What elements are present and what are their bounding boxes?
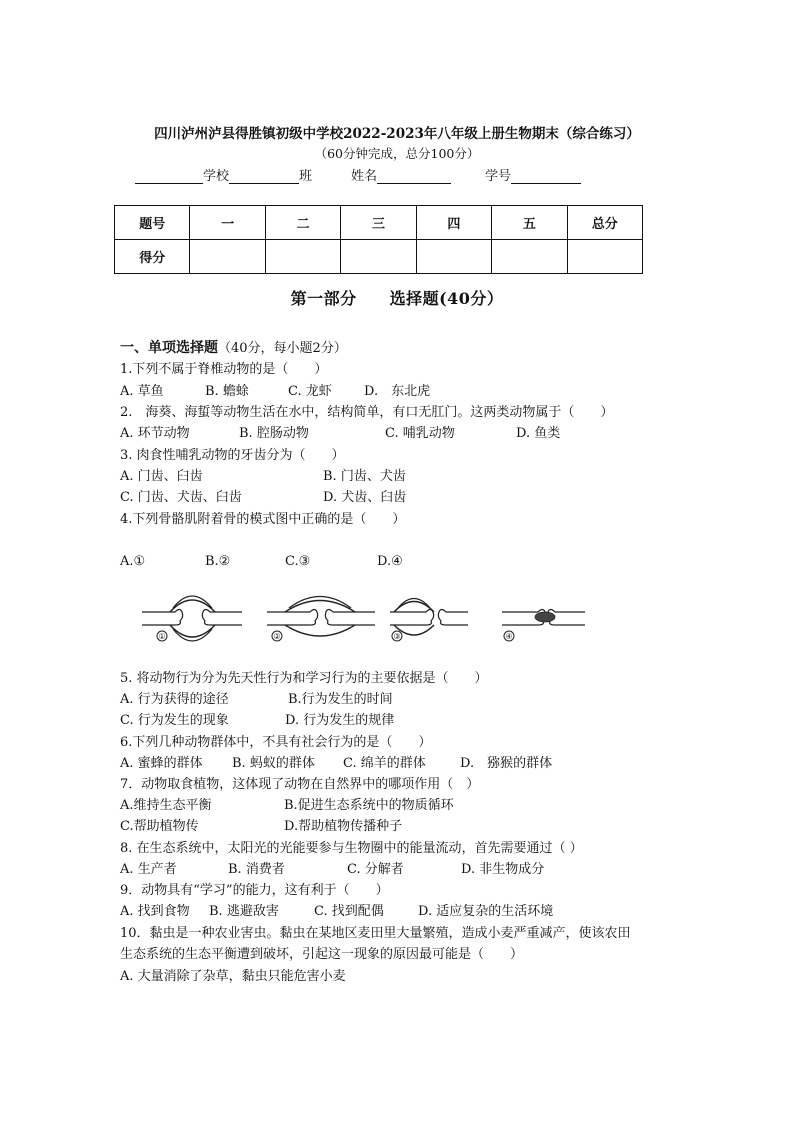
school-field[interactable] xyxy=(135,165,312,184)
score-row-label: 得分 xyxy=(115,240,190,274)
table-header-cell: 五 xyxy=(492,206,567,240)
question-5-stem: 5. 将动物行为分为先天性行为和学习行为的主要依据是（ ） xyxy=(120,671,488,686)
q7-option-d[interactable]: D.帮助植物传播种子 xyxy=(284,819,403,834)
score-cell[interactable] xyxy=(492,240,567,274)
table-header-cell: 四 xyxy=(416,206,491,240)
q3-option-c[interactable]: C. 门齿、犬齿、臼齿 xyxy=(120,490,242,505)
figure-label-3: ③ xyxy=(393,632,401,641)
q2-option-d[interactable]: D. 鱼类 xyxy=(516,426,561,441)
q8-option-c[interactable]: C. 分解者 xyxy=(347,862,404,877)
q4-option-b[interactable]: B.② xyxy=(205,554,231,569)
table-header-cell: 三 xyxy=(341,206,416,240)
exam-subtitle: （60分钟完成，总分100分） xyxy=(314,146,480,161)
table-header-cell: 一 xyxy=(190,206,265,240)
q8-option-d[interactable]: D. 非生物成分 xyxy=(461,862,545,877)
section-note: （40分，每小题2分） xyxy=(218,341,347,356)
question-8-stem: 8. 在生态系统中，太阳光的光能要参与生物圈中的能量流动，首先需要通过（ ） xyxy=(120,841,583,856)
figure-1 xyxy=(142,596,242,641)
figure-label-2: ② xyxy=(273,632,281,641)
part-title: 第一部分 选择题(40分） xyxy=(290,289,504,308)
page-title: 四川泸州泸县得胜镇初级中学校2022-2023年八年级上册生物期末（综合练习） xyxy=(154,126,640,142)
score-cell[interactable] xyxy=(416,240,491,274)
table-header-cell: 二 xyxy=(265,206,340,240)
q9-option-c[interactable]: C. 找到配偶 xyxy=(314,904,384,919)
student-id-blank[interactable] xyxy=(511,169,581,184)
q5-option-c[interactable]: C. 行为发生的现象 xyxy=(120,713,229,728)
q2-option-a[interactable]: A. 环节动物 xyxy=(120,426,190,441)
q2-option-b[interactable]: B. 腔肠动物 xyxy=(239,426,309,441)
score-value-row xyxy=(115,240,643,274)
q7-option-c[interactable]: C.帮助植物传 xyxy=(120,819,199,834)
q5-option-d[interactable]: D. 行为发生的规律 xyxy=(285,713,395,728)
q3-option-d[interactable]: D. 犬齿、臼齿 xyxy=(323,490,407,505)
school-blank[interactable] xyxy=(135,169,203,184)
question-7-stem: 7．动物取食植物，这体现了动物在自然界中的哪项作用（ ） xyxy=(120,777,480,792)
q4-option-c[interactable]: C.③ xyxy=(285,554,311,569)
q8-option-a[interactable]: A. 生产者 xyxy=(120,862,177,877)
q2-option-c[interactable]: C. 哺乳动物 xyxy=(385,426,455,441)
question-10-stem-line-2: 生态系统的生态平衡遭到破坏，引起这一现象的原因最可能是（ ） xyxy=(120,947,524,962)
student-id-label: 学号 xyxy=(485,169,512,184)
table-header-cell: 题号 xyxy=(115,206,190,240)
student-id-field[interactable] xyxy=(485,165,581,184)
table-header-cell: 总分 xyxy=(567,206,642,240)
q6-option-d[interactable]: D. 猕猴的群体 xyxy=(460,756,553,771)
score-cell[interactable] xyxy=(265,240,340,274)
name-field[interactable] xyxy=(351,165,451,184)
figure-label-4: ④ xyxy=(505,632,513,641)
q5-option-a[interactable]: A. 行为获得的途径 xyxy=(120,692,229,707)
question-9-stem: 9．动物具有“学习”的能力，这有利于（ ） xyxy=(120,883,389,898)
q9-option-b[interactable]: B. 逃避敌害 xyxy=(209,904,279,919)
question-10-stem-line-1: 10．黏虫是一种农业害虫。黏虫在某地区麦田里大量繁殖，造成小麦严重减产，使该农田 xyxy=(120,926,631,941)
q6-option-a[interactable]: A. 蜜蜂的群体 xyxy=(120,756,203,771)
name-label: 姓名 xyxy=(351,169,378,184)
q4-option-d[interactable]: D.④ xyxy=(377,554,403,569)
question-4-stem: 4.下列骨骼肌附着骨的模式图中正确的是（ ） xyxy=(120,512,406,527)
q5-option-b[interactable]: B.行为发生的时间 xyxy=(288,692,393,707)
class-label: 班 xyxy=(299,169,313,184)
question-6-stem: 6.下列几种动物群体中，不具有社会行为的是（ ） xyxy=(120,735,432,750)
q7-option-b[interactable]: B.促进生态系统中的物质循环 xyxy=(284,798,454,813)
q1-option-c[interactable]: C. 龙虾 xyxy=(288,384,332,399)
q9-option-d[interactable]: D. 适应复杂的生活环境 xyxy=(418,904,554,919)
score-header-row xyxy=(115,206,643,240)
q6-option-c[interactable]: C. 绵羊的群体 xyxy=(343,756,426,771)
school-label: 学校 xyxy=(203,169,230,184)
section-heading xyxy=(120,339,347,358)
name-blank[interactable] xyxy=(377,169,451,184)
section-title: 一、单项选择题 xyxy=(120,340,218,356)
q7-option-a[interactable]: A.维持生态平衡 xyxy=(120,798,212,813)
figure-label-1: ① xyxy=(158,632,166,641)
q1-option-d[interactable]: D. 东北虎 xyxy=(364,384,431,399)
figure-2 xyxy=(267,597,375,642)
question-2-stem: 2. 海葵、海蜇等动物生活在水中，结构简单，有口无肛门。这两类动物属于（ ） xyxy=(120,405,614,420)
q3-option-b[interactable]: B. 门齿、犬齿 xyxy=(323,469,406,484)
muscle-bone-diagram xyxy=(140,585,590,645)
figure-3 xyxy=(390,599,468,642)
score-cell[interactable] xyxy=(567,240,642,274)
q8-option-b[interactable]: B. 消费者 xyxy=(228,862,285,877)
q1-option-b[interactable]: B. 蟾蜍 xyxy=(205,384,249,399)
question-3-stem: 3. 肉食性哺乳动物的牙齿分为（ ） xyxy=(120,448,345,463)
figure-4 xyxy=(502,610,585,642)
score-table xyxy=(114,205,643,274)
q6-option-b[interactable]: B. 蚂蚁的群体 xyxy=(232,756,315,771)
q9-option-a[interactable]: A. 找到食物 xyxy=(120,904,190,919)
q3-option-a[interactable]: A. 门齿、臼齿 xyxy=(120,469,203,484)
score-cell[interactable] xyxy=(190,240,265,274)
q4-option-a[interactable]: A.① xyxy=(120,554,146,569)
question-1-stem: 1.下列不属于脊椎动物的是（ ） xyxy=(120,362,328,377)
score-cell[interactable] xyxy=(341,240,416,274)
q1-option-a[interactable]: A. 草鱼 xyxy=(120,384,164,399)
class-blank[interactable] xyxy=(229,169,299,184)
q10-option-a[interactable]: A. 大量消除了杂草，黏虫只能危害小麦 xyxy=(120,969,346,984)
